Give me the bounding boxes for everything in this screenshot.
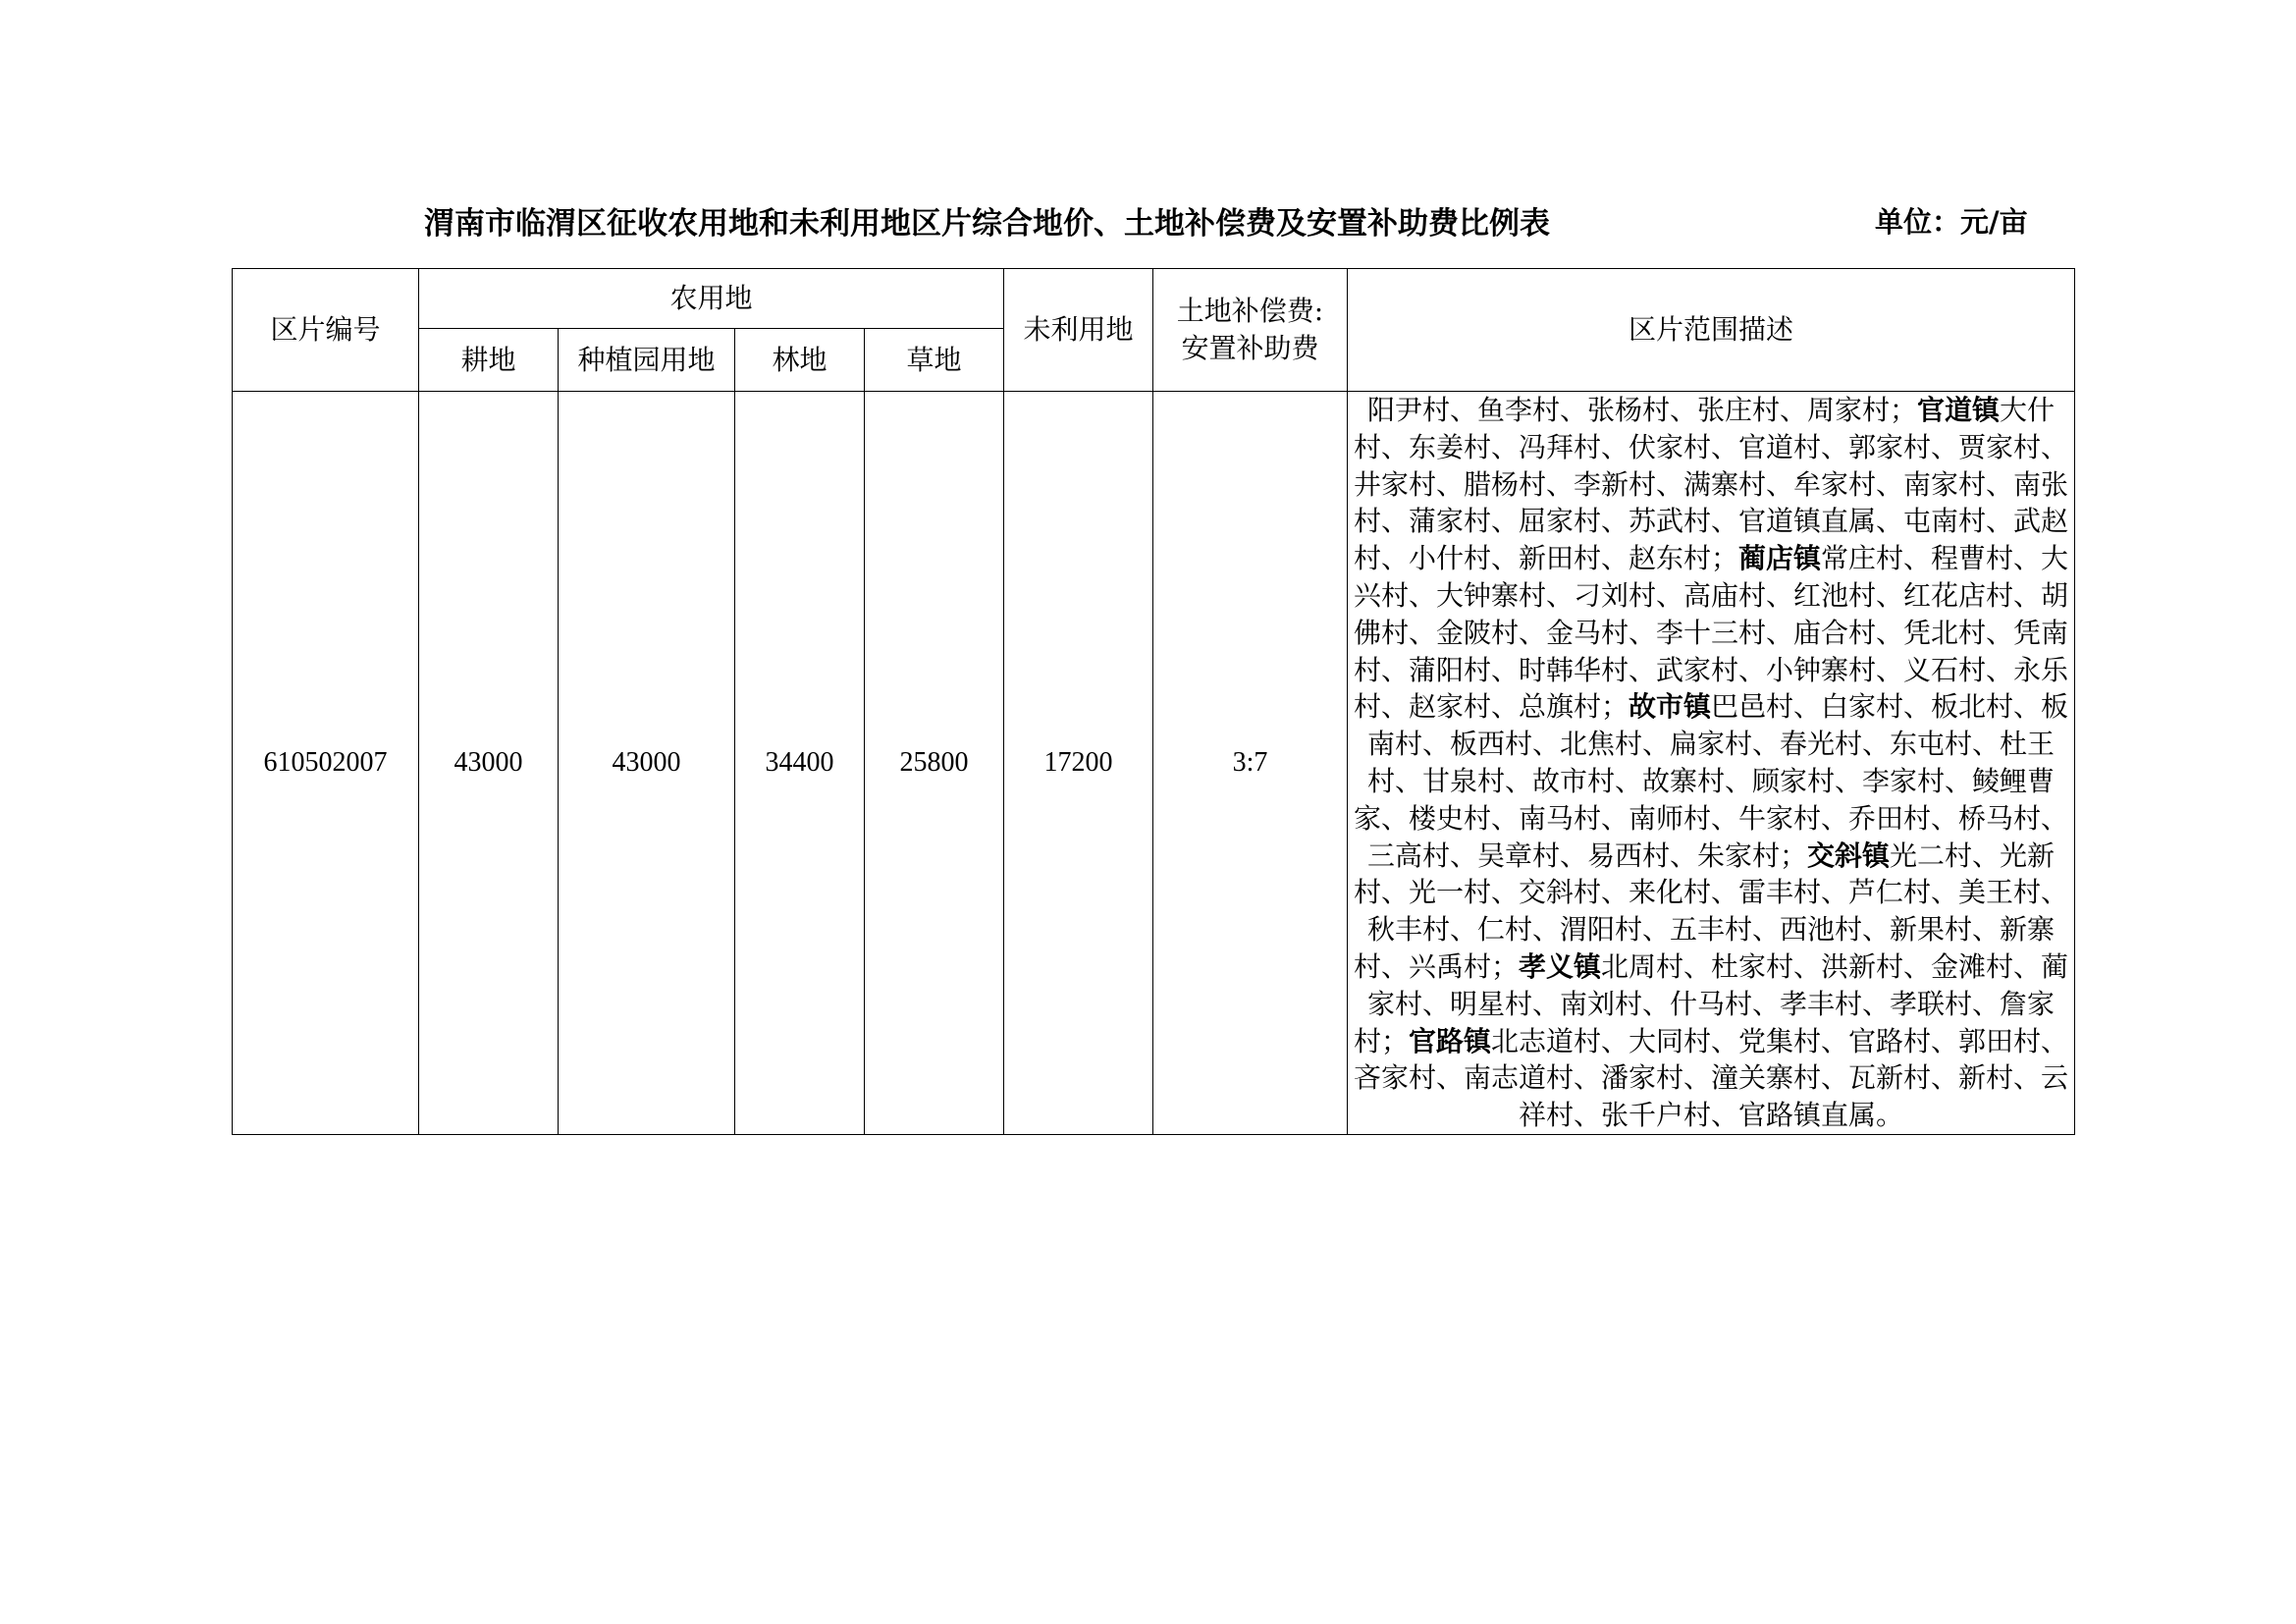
- cell-scope-description: [1348, 392, 2075, 1135]
- scope-text: 光二村、光新村、光一村、交斜村、来化村、雷丰村、芦仁村、美王村、秋丰村、仁村、渭阳村、五丰村、西池村、新果村、新寨村、兴禹村；: [1353, 839, 2069, 983]
- town-name: 官道镇: [1917, 394, 2001, 426]
- scope-text: 大什村、东姜村、冯拜村、伏家村、官道村、郭家村、贾家村、井家村、腊杨村、李新村、满寨村、牟家村、南家村、南张村、蒲家村、屈家村、苏武村、官道镇直属、屯南村、武赵村、小什村、新田村、赵东村；: [1353, 394, 2069, 575]
- land-price-table: [232, 268, 2075, 1135]
- scope-text: 常庄村、程曹村、大兴村、大钟寨村、刁刘村、高庙村、红池村、红花店村、胡佛村、金陂村、金马村、李十三村、庙合村、凭北村、凭南村、蒲阳村、时韩华村、武家村、小钟寨村、义石村、永乐村、赵家村、总旗村；: [1353, 542, 2069, 724]
- town-name: 官路镇: [1409, 1024, 1492, 1057]
- scope-text: 北志道村、大同村、党集村、官路村、郭田村、吝家村、南志道村、潘家村、潼关寨村、瓦新村、新村、云祥村、张千户村、官路镇直属。: [1354, 1024, 2069, 1132]
- cell-unused: 17200: [1004, 392, 1153, 1135]
- cell-forest: 34400: [735, 392, 865, 1135]
- town-name: 孝义镇: [1519, 949, 1602, 983]
- scope-text: 北周村、杜家村、洪新村、金滩村、蔺家村、明星村、南刘村、什马村、孝丰村、孝联村、詹家村；: [1353, 949, 2069, 1057]
- header-cultivated: 耕地: [419, 329, 559, 392]
- town-name: 交斜镇: [1807, 839, 1891, 872]
- unit-label: 单位：元/亩: [1875, 205, 2028, 239]
- page-title: 渭南市临渭区征收农用地和未利用地区片综合地价、土地补偿费及安置补助费比例表: [424, 206, 1550, 242]
- header-row-1: [233, 269, 2075, 329]
- header-scope: 区片范围描述: [1348, 269, 2075, 392]
- cell-ratio: 3:7: [1153, 392, 1348, 1135]
- header-ratio-line2: 安置补助费: [1181, 332, 1319, 364]
- town-name: 蔺店镇: [1738, 542, 1822, 575]
- header-forest: 林地: [735, 329, 865, 392]
- cell-code: 610502007: [233, 392, 419, 1135]
- cell-plantation: 43000: [559, 392, 735, 1135]
- scope-text: 阳尹村、鱼李村、张杨村、张庄村、周家村；: [1366, 394, 1917, 426]
- table-row: [233, 392, 2075, 1135]
- header-unused: 未利用地: [1004, 269, 1153, 392]
- header-plantation: 种植园用地: [559, 329, 735, 392]
- header-grass: 草地: [865, 329, 1004, 392]
- header-ratio: [1153, 269, 1348, 392]
- header-ratio-line1: 土地补偿费:: [1176, 295, 1324, 328]
- scope-text: 巴邑村、白家村、板北村、板南村、板西村、北焦村、扁家村、春光村、东屯村、杜王村、甘泉村、故市村、故寨村、顾家村、李家村、鲮鲤曹家、楼史村、南马村、南师村、牛家村、乔田村、桥马村、三高村、吴章村、易西村、朱家村；: [1354, 690, 2069, 872]
- cell-cultivated: 43000: [419, 392, 559, 1135]
- town-name: 故市镇: [1629, 690, 1712, 724]
- header-farmland: 农用地: [419, 269, 1004, 329]
- header-code: 区片编号: [233, 269, 419, 392]
- cell-grass: 25800: [865, 392, 1004, 1135]
